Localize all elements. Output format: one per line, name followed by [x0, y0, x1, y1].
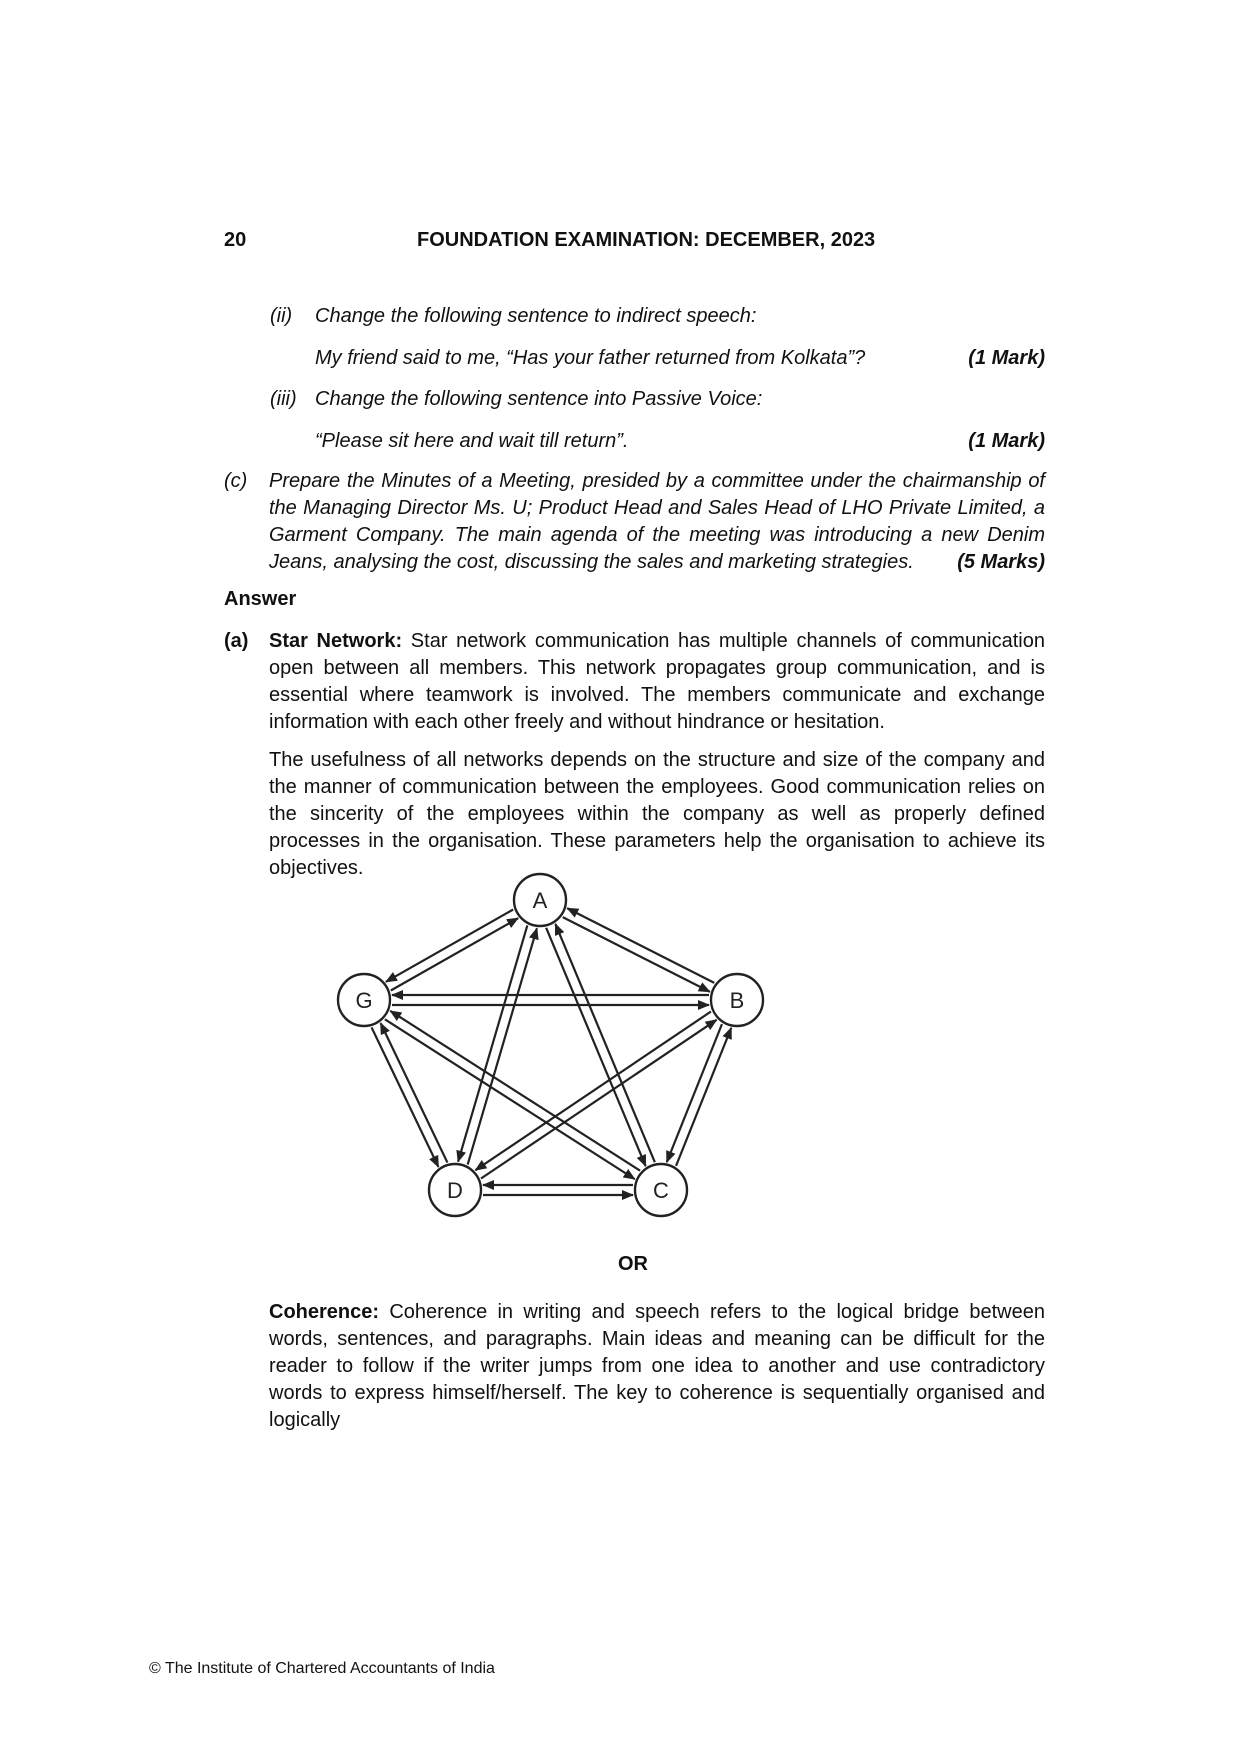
- node-b-label: B: [729, 988, 745, 1013]
- question-c-number: (c): [224, 470, 248, 492]
- question-iii-marks: (1 Mark): [968, 430, 1045, 452]
- or-label: OR: [618, 1253, 648, 1275]
- answer-a-number: (a): [224, 630, 249, 652]
- arrow-a-to-b: [563, 917, 710, 992]
- footer-copyright: © The Institute of Chartered Accountants of India: [149, 1660, 495, 1677]
- usefulness-paragraph: The usefulness of all networks depends on the structure and size of the company and the manner of communication between the employees. Good communication relies on the sincerity of the employees within the company as well as properly defined processes in the organisation. These parameters help the organisation to achieve its objectives.: [269, 749, 1045, 879]
- question-iii-number: (iii): [270, 388, 297, 410]
- arrow-d-to-g: [381, 1023, 448, 1162]
- question-iii-sentence: “Please sit here and wait till return”.: [315, 430, 629, 452]
- star-network-paragraph: [269, 628, 1045, 736]
- star-network-text: Star network communication has multiple channels of communication open between all members. This network propagates group communication, and is essential where teamwork is involved. The members communicate and exchange information with each other freely and without hindrance or hesitation.: [269, 630, 1045, 733]
- arrow-b-to-d: [475, 1011, 711, 1170]
- question-ii-number: (ii): [270, 305, 293, 327]
- question-ii-marks: (1 Mark): [968, 347, 1045, 369]
- arrow-d-to-a: [468, 928, 537, 1164]
- node-g-label: G: [355, 988, 373, 1013]
- node-d-label: D: [447, 1178, 463, 1203]
- arrow-g-to-a: [391, 918, 518, 990]
- question-c-body: Prepare the Minutes of a Meeting, presided by a committee under the chairmanship of the Managing Director Ms. U; Product Head and Sales Head of LHO Private Limited, a Garment Company. The main agenda of the meeting was introducing a new Denim Jeans, analysing the cost, discussing the sales and marketing strategies.: [269, 470, 1045, 573]
- diagram-nodes: [338, 874, 763, 1216]
- arrow-a-to-d: [458, 925, 527, 1161]
- question-iii-instruction: Change the following sentence into Passive Voice:: [315, 388, 763, 410]
- arrow-b-to-a: [567, 908, 714, 983]
- page-title: FOUNDATION EXAMINATION: DECEMBER, 2023: [417, 229, 876, 251]
- question-c-marks: (5 Marks): [957, 551, 1045, 573]
- node-a-label: A: [532, 888, 548, 913]
- arrow-a-to-g: [386, 909, 513, 981]
- node-c-label: C: [653, 1178, 669, 1203]
- star-network-diagram: [300, 855, 800, 1235]
- diagram-edges: [372, 908, 732, 1195]
- question-c-text: [269, 468, 1045, 576]
- star-network-term: Star Network:: [269, 630, 403, 652]
- answer-heading: Answer: [224, 588, 297, 610]
- arrow-a-to-c: [546, 928, 645, 1166]
- coherence-text: Coherence in writing and speech refers to the logical bridge between words, sentences, and paragraphs. Main ideas and meaning can be difficult for the reader to follow if the writer jumps from one idea to another and use contradictory words to express himself/herself. The key to coherence is sequentially organised and logically: [269, 1301, 1045, 1431]
- question-ii-sentence: My friend said to me, “Has your father returned from Kolkata”?: [315, 347, 866, 369]
- coherence-term: Coherence:: [269, 1301, 380, 1323]
- coherence-paragraph: [269, 1299, 1045, 1434]
- page-number: 20: [224, 229, 247, 251]
- arrow-b-to-c: [667, 1024, 722, 1162]
- arrow-c-to-b: [676, 1028, 731, 1166]
- question-ii-instruction: Change the following sentence to indirect speech:: [315, 305, 757, 327]
